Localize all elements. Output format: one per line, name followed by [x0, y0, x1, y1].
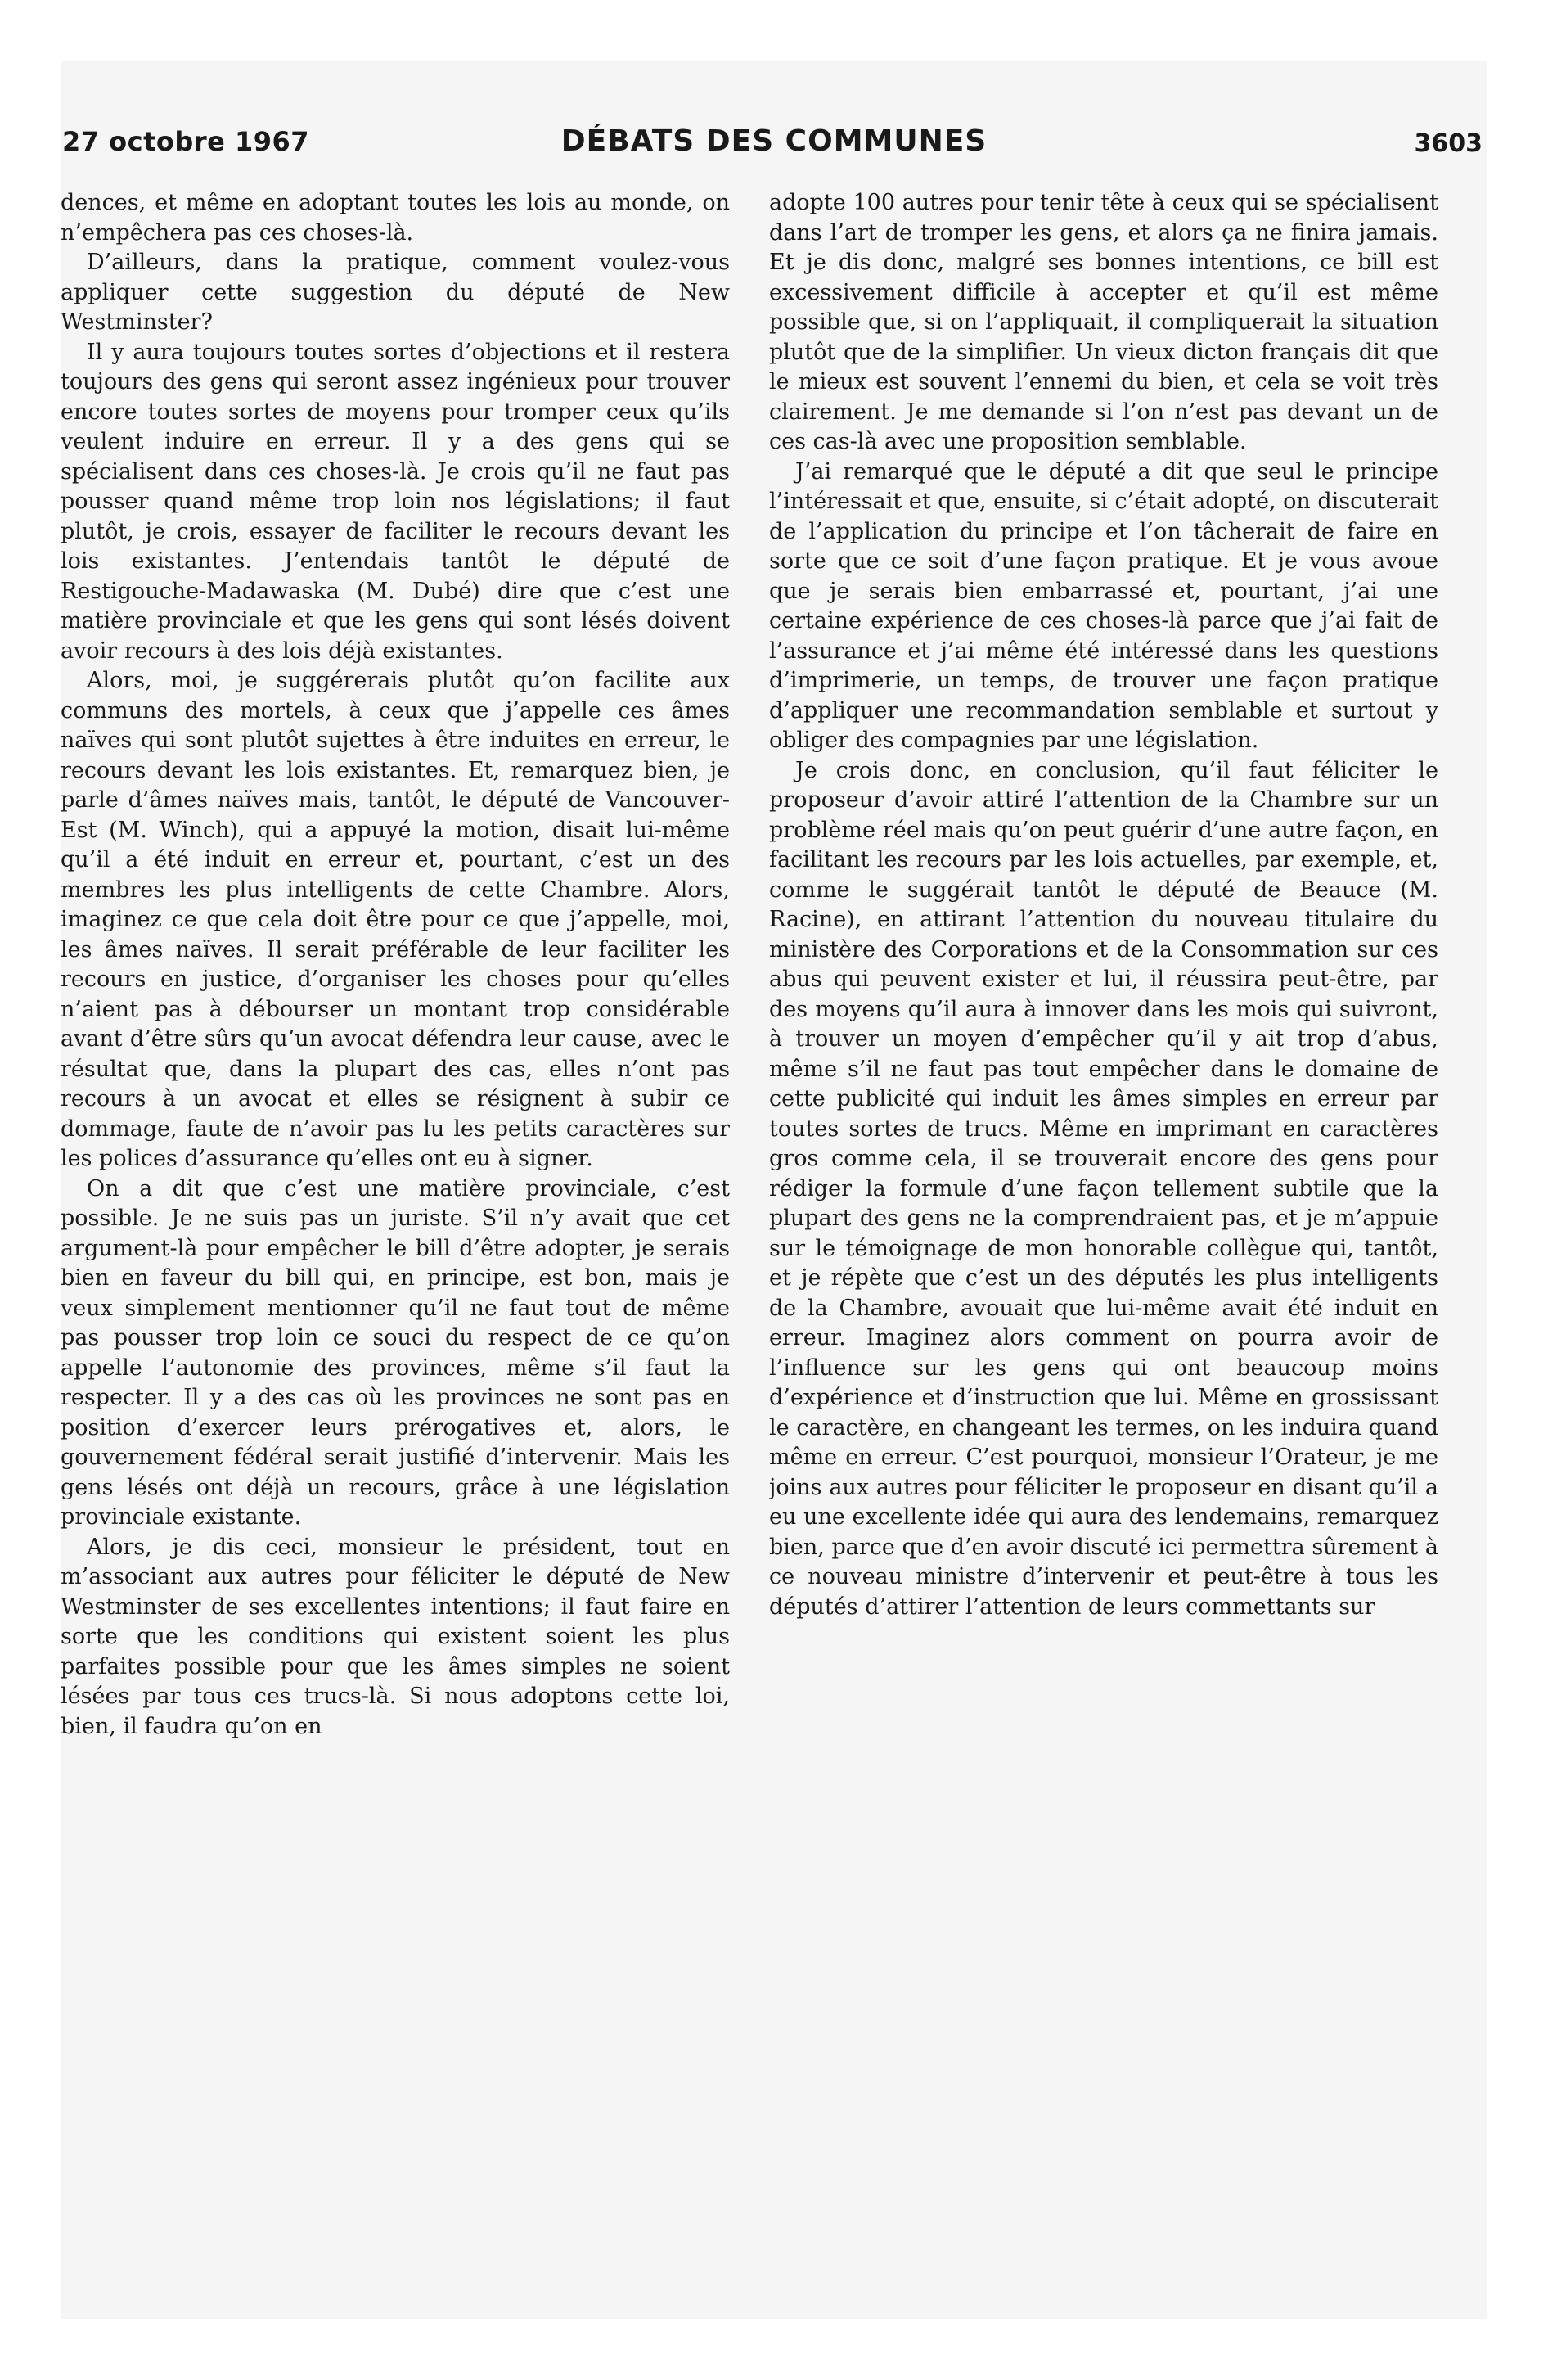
right-column	[769, 188, 1438, 2202]
document-page	[61, 61, 1487, 2319]
paragraph: dences, et même en adoptant toutes les lois au monde, on n’empêchera pas ces choses-là.	[61, 190, 730, 246]
paragraph: On a dit que c’est une matière provinciale, c’est possible. Je ne suis pas un juriste. S’il n’y avait que cet argument-là pour empêcher le bill d’être adopter, je serais bien en faveur du bill qui, en principe, est bon, mais je veux simplement mentionner qu’il ne faut tout de même pas pousser trop loin ce souci du respect de ce qu’on appelle l’autonomie des provinces, même s’il faut la respecter. Il y a des cas où les provinces ne sont pas en position d’exercer leurs prérogatives et, alors, le gouvernement fédéral serait justifié d’intervenir. Mais les gens lésés ont déjà un recours, grâce à une législation provinciale existante.	[61, 1175, 730, 1530]
paragraph: Il y aura toujours toutes sortes d’objections et il restera toujours des gens qui seront assez ingénieux pour trouver encore toutes sortes de moyens pour tromper ceux qu’ils veulent induire en erreur. Il y a des gens qui se spécialisent dans ces choses-là. Je crois qu’il ne faut pas pousser quand même trop loin nos législations; il faut plutôt, je crois, essayer de faciliter le recours devant les lois existantes. J’entendais tantôt le député de Restigouche-Madawaska (M. Dubé) dire que c’est une matière provinciale et que les gens qui sont lésés doivent avoir recours à des lois déjà existantes.	[61, 339, 730, 664]
paragraph: D’ailleurs, dans la pratique, comment voulez-vous appliquer cette suggestion du député de New Westminster?	[61, 250, 730, 335]
paragraph: Alors, je dis ceci, monsieur le président, tout en m’associant aux autres pour féliciter le député de New Westminster de ses excellentes intentions; il faut faire en sorte que les conditions qui existent soient les plus parfaites possible pour que les âmes simples ne soient lésées par tous ces trucs-là. Si nous adoptons cette loi, bien, il faudra qu’on en	[61, 1534, 730, 1739]
paragraph: adopte 100 autres pour tenir tête à ceux qui se spécialisent dans l’art de tromper les gens, et alors ça ne finira jamais. Et je dis donc, malgré ses bonnes intentions, ce bill est excessivement difficile à accepter et qu’il est même possible que, si on l’appliquait, il compliquerait la situation plutôt que de la simplifier. Un vieux dicton français dit que le mieux est souvent l’ennemi du bien, et cela se voit très clairement. Je me demande si l’on n’est pas devant un de ces cas-là avec une proposition semblable.	[769, 190, 1438, 454]
left-column	[61, 188, 730, 2202]
page-header	[61, 61, 1487, 175]
page-number: 3603	[1414, 129, 1483, 158]
paragraph: Alors, moi, je suggérerais plutôt qu’on facilite aux communs des mortels, à ceux que j’appelle ces âmes naïves qui sont plutôt sujettes à être induites en erreur, le recours devant les lois existantes. Et, remarquez bien, je parle d’âmes naïves mais, tantôt, le député de Vancouver-Est (M. Winch), qui a appuyé la motion, disait lui-même qu’il a été induit en erreur et, pourtant, c’est un des membres les plus intelligents de cette Chambre. Alors, imaginez ce que cela doit être pour ce que j’appelle, moi, les âmes naïves. Il serait préférable de leur faciliter les recours en justice, d’organiser les choses pour qu’elles n’aient pas à débourser un montant trop considérable avant d’être sûrs qu’un avocat défendra leur cause, avec le résultat que, dans la plupart des cas, elles n’ont pas recours à un avocat et elles se résignent à subir ce dommage, faute de n’avoir pas lu les petits caractères sur les polices d’assurance qu’elles ont eu à signer.	[61, 668, 730, 1171]
header-title: DÉBATS DES COMMUNES	[560, 124, 988, 158]
header-date: 27 octobre 1967	[62, 126, 309, 157]
paragraph: J’ai remarqué que le député a dit que seul le principe l’intéressait et que, ensuite, si c’était adopté, on discuterait de l’application du principe et l’on tâcherait de faire en sorte que ce soit d’une façon pratique. Et je vous avoue que je serais bien embarrassé et, pourtant, j’ai une certaine expérience de ces choses-là parce que j’ai fait de l’assurance et j’ai même été intéressé dans les questions d’imprimerie, un temps, de trouver une façon pratique d’appliquer une recommandation semblable et surtout y obliger des compagnies par une législation.	[769, 458, 1438, 753]
paragraph: Je crois donc, en conclusion, qu’il faut féliciter le proposeur d’avoir attiré l’attention de la Chambre sur un problème réel mais qu’on peut guérir d’une autre façon, en facilitant les recours par les lois actuelles, par exemple, et, comme le suggérait tantôt le député de Beauce (M. Racine), en attirant l’attention du nouveau titulaire du ministère des Corporations et de la Consommation sur ces abus qui peuvent exister et lui, il réussira peut-être, par des moyens qu’il aura à innover dans les mois qui suivront, à trouver un moyen d’empêcher qu’il y ait trop d’abus, même s’il ne faut pas tout empêcher dans le domaine de cette publicité qui induit les âmes simples en erreur par toutes sortes de trucs. Même en imprimant en caractères gros comme cela, il se trouverait encore des gens pour rédiger la formule d’une façon tellement subtile que la plupart des gens ne la comprendraient pas, et je m’appuie sur le témoignage de mon honorable collègue qui, tantôt, et je répète que c’est un des députés les plus intelligents de la Chambre, avouait que lui-même avait été induit en erreur. Imaginez alors comment on pourra avoir de l’influence sur les gens qui ont beaucoup moins d’expérience et d’instruction que lui. Même en grossissant le caractère, en changeant les termes, on les induira quand même en erreur. C’est pourquoi, monsieur l’Orateur, je me joins aux autres pour féliciter le proposeur en disant qu’il a eu une excellente idée qui aura des lendemains, remarquez bien, parce que d’en avoir discuté ici permettra sûrement à ce nouveau ministre d’intervenir et peut-être à tous les députés d’attirer l’attention de leurs commettants sur	[769, 757, 1438, 1620]
